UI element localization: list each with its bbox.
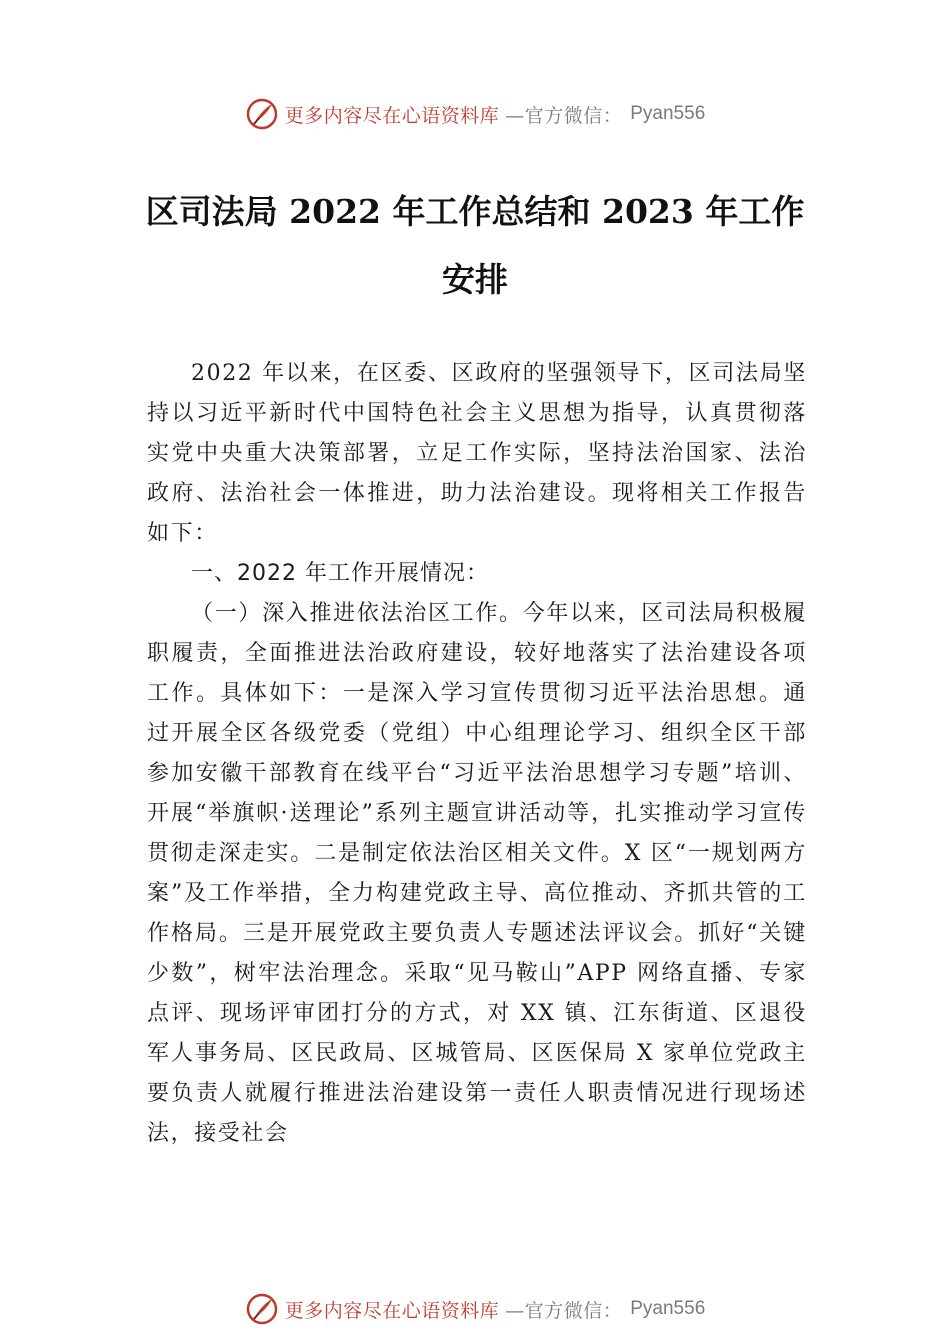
quill-logo-icon (245, 1292, 279, 1326)
title-line-1: 区司法局 2022 年工作总结和 2023 年工作 (145, 192, 805, 231)
intro-paragraph: 2022 年以来，在区委、区政府的坚强领导下，区司法局坚持以习近平新时代中国特色社会主义思想为指导，认真贯彻落实党中央重大决策部署，立足工作实际，坚持法治国家、法治政府、法治社会一体推进，助力法治建设。现将相关工作报告如下： (147, 361, 807, 546)
watermark-footer (0, 1289, 950, 1329)
body-paragraph: （一）深入推进依法治区工作。今年以来，区司法局积极履职履责，全面推进法治政府建设，较好地落实了法治建设各项工作。具体如下：一是深入学习宣传贯彻习近平法治思想。通过开展全区各级党委（党组）中心组理论学习、组织全区干部参加安徽干部教育在线平台“习近平法治思想学习专题”培训、开展“举旗帜·送理论”系列主题宣讲活动等，扎实推动学习宣传贯彻走深走实。二是制定依法治区相关文件。X 区“一规划两方案”及工作举措，全力构建党政主导、高位推动、齐抓共管的工作格局。三是开展党政主要负责人专题述法评议会。抓好“关键少数”，树牢法治理念。采取“见马鞍山”APP 网络直播、专家点评、现场评审团打分的方式，对 XX 镇、江东街道、区退役军人事务局、区民政局、区城管局、区医保局 X 家单位党政主要负责人就履行推进法治建设第一责任人职责情况进行现场述法，接受社会 (147, 601, 807, 1146)
title-line-2: 安排 (442, 260, 508, 299)
watermark-wechat-id: Pyan556 (630, 103, 706, 124)
watermark-header (0, 94, 950, 134)
watermark-wechat-label: —官方微信： (505, 1299, 623, 1322)
quill-logo-icon (245, 97, 279, 131)
watermark-wechat-label: —官方微信： (505, 104, 623, 127)
document-title (120, 178, 830, 314)
watermark-site-name: 更多内容尽在心语资料库 (284, 1299, 500, 1322)
watermark-wechat-id: Pyan556 (630, 1298, 706, 1319)
document-body (147, 354, 807, 1154)
watermark-site-name: 更多内容尽在心语资料库 (284, 104, 500, 127)
section-heading: 一、2022 年工作开展情况： (191, 561, 489, 586)
